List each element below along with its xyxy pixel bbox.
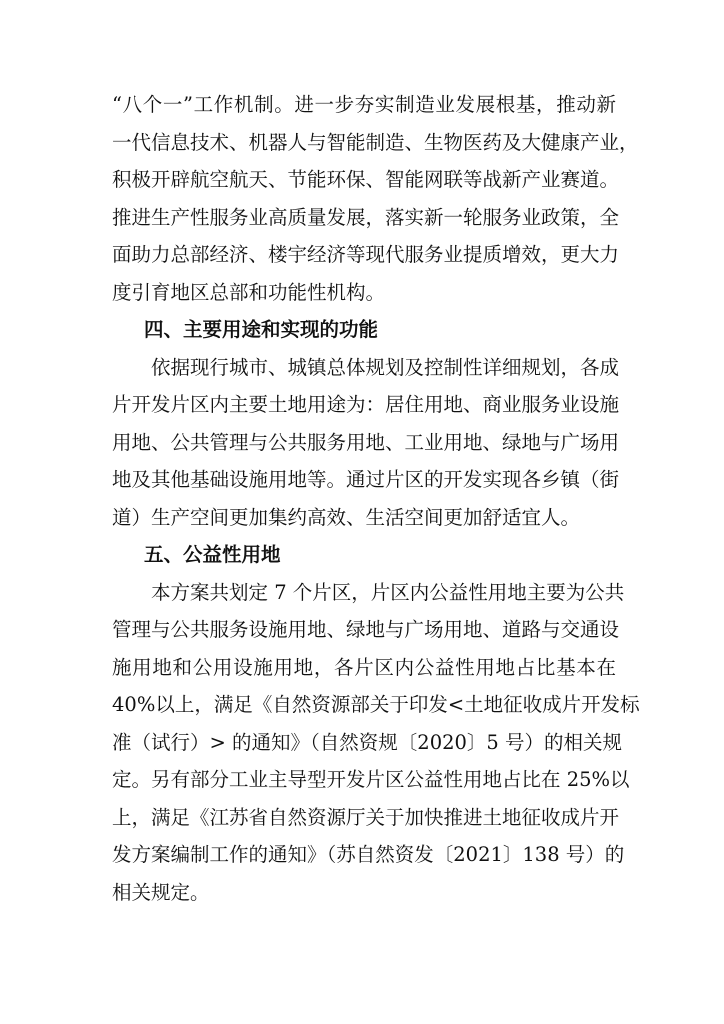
text-line: 相关规定。	[112, 880, 210, 904]
document-page	[112, 86, 640, 911]
text-line: 本方案共划定 7 个片区，片区内公益性用地主要为公共	[151, 580, 625, 604]
text-line: 度引育地区总部和功能性机构。	[112, 280, 386, 304]
text-line: 道）生产空间更加集约高效、生活空间更加舒适宜人。	[112, 505, 581, 529]
paragraph-industry	[112, 86, 639, 311]
text-line: 地及其他基础设施用地等。通过片区的开发实现各乡镇（街	[112, 468, 620, 491]
paragraph-public-land	[112, 574, 640, 912]
text-line: 施用地和公用设施用地，各片区内公益性用地占比基本在	[112, 655, 616, 679]
text-line: 准（试行）> 的通知》（自然资规〔2020〕5 号）的相关规	[112, 730, 623, 754]
text-line: “八个一”工作机制。进一步夯实制造业发展根基，推动新	[112, 93, 616, 116]
text-line: 用地、公共管理与公共服务用地、工业用地、绿地与广场用	[112, 430, 620, 454]
text-line: 推进生产性服务业高质量发展，落实新一轮服务业政策，全	[112, 205, 620, 229]
section-heading-main-uses: 四、主要用途和实现的功能	[144, 318, 379, 341]
text-line: 面助力总部经济、楼宇经济等现代服务业提质增效，更大力	[112, 243, 620, 266]
paragraph-land-uses	[112, 349, 620, 537]
text-line: 一代信息技术、机器人与智能制造、生物医药及大健康产业，	[112, 130, 639, 154]
text-line: 管理与公共服务设施用地、绿地与广场用地、道路与交通设	[112, 618, 620, 641]
text-line: 片开发片区内主要土地用途为：居住用地、商业服务业设施	[112, 393, 620, 416]
text-line: 积极开辟航空航天、节能环保、智能网联等战新产业赛道。	[112, 168, 620, 191]
text-line: 定。另有部分工业主导型开发片区公益性用地占比在 25%以	[112, 768, 630, 791]
text-line: 依据现行城市、城镇总体规划及控制性详细规划，各成	[151, 355, 620, 379]
text-line: 40%以上，满足《自然资源部关于印发<土地征收成片开发标	[112, 693, 640, 716]
text-line: 上，满足《江苏省自然资源厅关于加快推进土地征收成片开	[112, 805, 620, 829]
text-line: 发方案编制工作的通知》（苏自然资发〔2021〕138 号）的	[112, 843, 625, 866]
section-heading-public-land: 五、公益性用地	[144, 543, 281, 566]
